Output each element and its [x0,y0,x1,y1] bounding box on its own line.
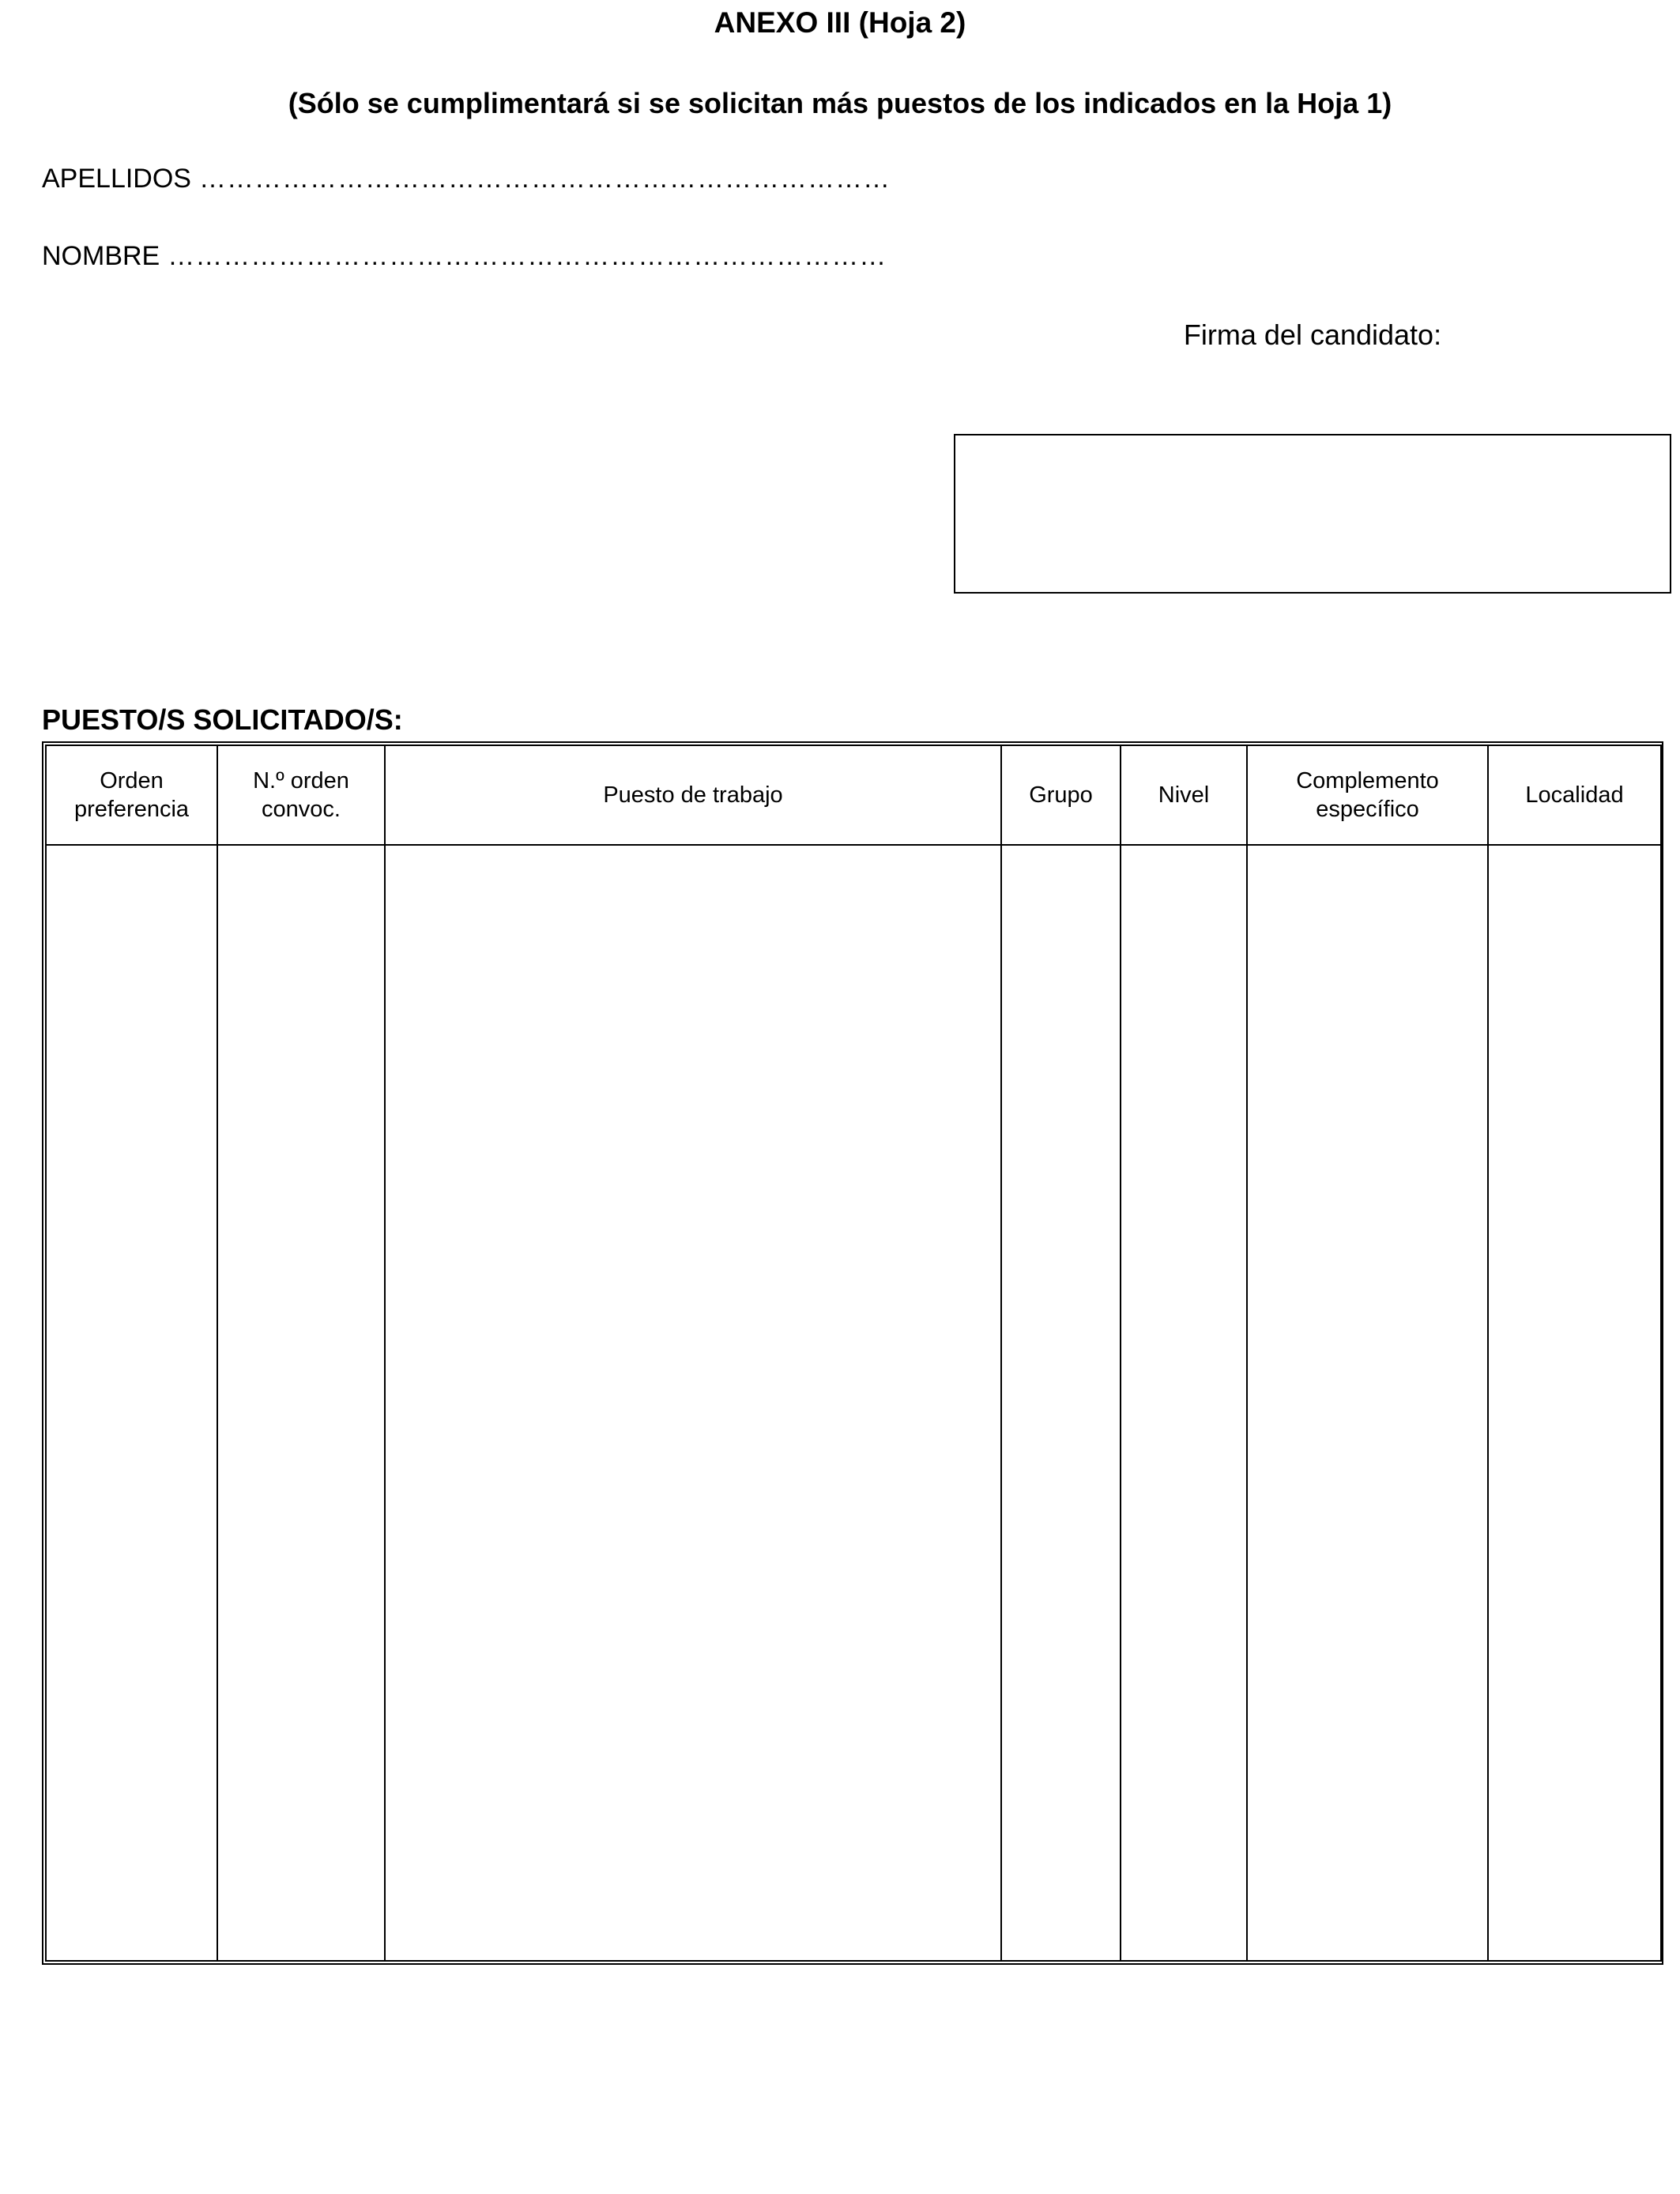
column-header-localidad: Localidad [1488,745,1661,845]
apellidos-dotted-line: ………………………………………………………………… [198,164,891,194]
apellidos-label: APELLIDOS [42,164,191,194]
column-header-orden-preferencia: Orden preferencia [46,745,217,845]
cell-localidad [1488,845,1661,1961]
table-row [46,845,1661,1961]
nombre-label: NOMBRE [42,241,160,271]
firma-label: Firma del candidato: [1183,319,1442,351]
column-header-grupo: Grupo [1001,745,1121,845]
puestos-heading: PUESTO/S SOLICITADO/S: [42,703,403,736]
cell-complemento-especifico [1247,845,1488,1961]
signature-box [954,434,1671,594]
page-subtitle: (Sólo se cumplimentará si se solicitan más puestos de los indicados en la Hoja 1) [288,87,1392,119]
cell-num-orden-convoc [217,845,385,1961]
column-header-complemento-especifico: Complemento específico [1247,745,1488,845]
page-title: ANEXO III (Hoja 2) [714,6,966,39]
puestos-table-grid [45,745,1662,1962]
column-header-puesto-de-trabajo: Puesto de trabajo [385,745,1001,845]
nombre-field [42,240,887,273]
cell-puesto-de-trabajo [385,845,1001,1961]
apellidos-field [42,163,891,195]
cell-orden-preferencia [46,845,217,1961]
column-header-num-orden-convoc: N.º orden convoc. [217,745,385,845]
column-header-nivel: Nivel [1121,745,1247,845]
nombre-dotted-line: …………………………………………………………………… [168,241,887,271]
table-header-row [46,745,1661,845]
cell-nivel [1121,845,1247,1961]
puestos-table [42,741,1663,1965]
cell-grupo [1001,845,1121,1961]
